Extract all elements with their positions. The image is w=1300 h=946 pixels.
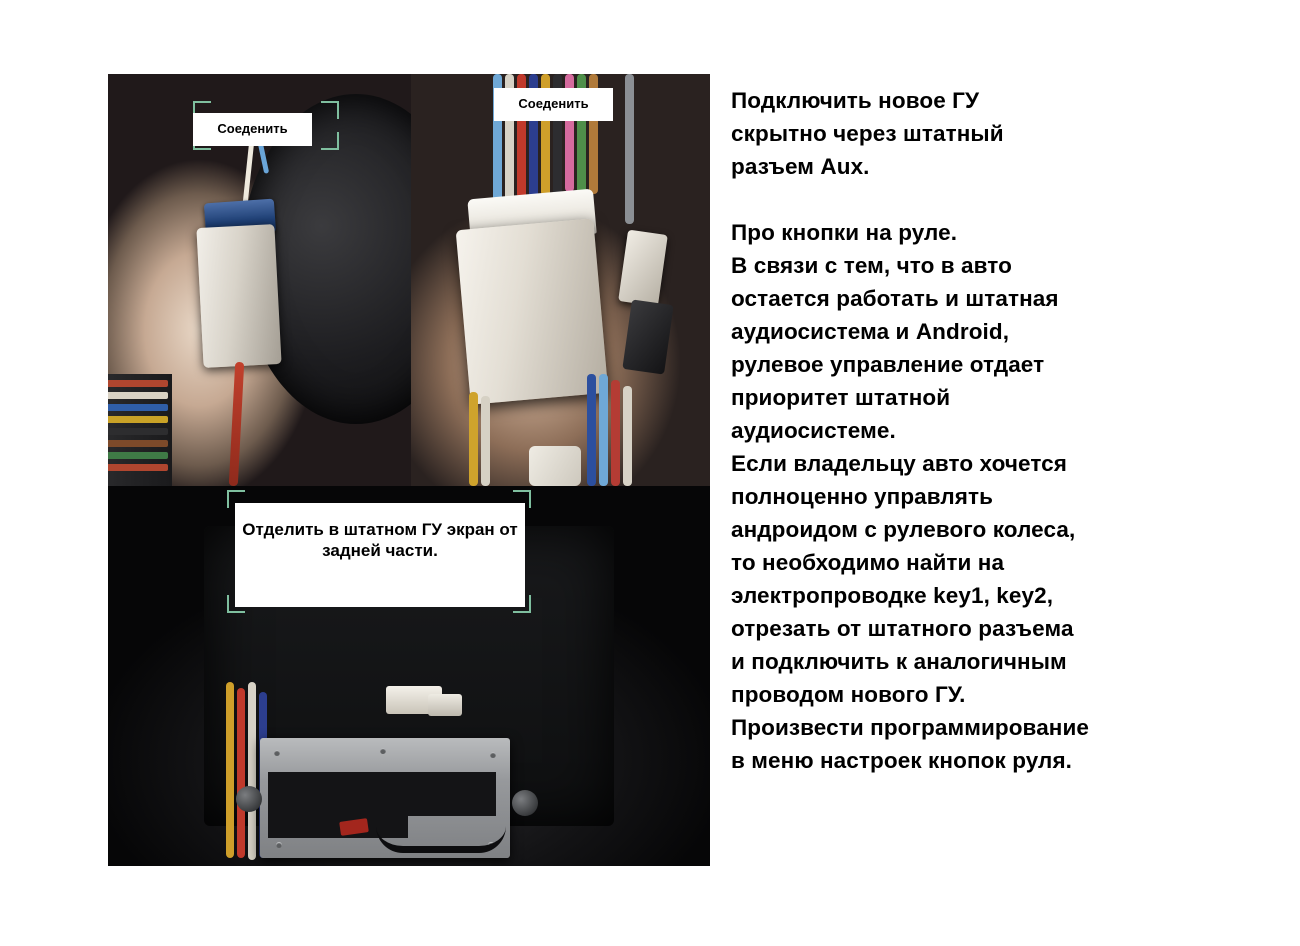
harness-wire <box>625 74 634 224</box>
callout-connect-small: Соеденить <box>193 113 312 146</box>
paragraph-spacer <box>731 183 1251 216</box>
text-line: Если владельцу авто хочется <box>731 451 1068 476</box>
text-line: отрезать от штатного разъема <box>731 616 1074 641</box>
harness-wire <box>599 374 608 486</box>
text-line: электропроводке key1, key2, <box>731 583 1054 608</box>
crop-mark <box>321 101 339 119</box>
mounting-bolt <box>236 786 262 812</box>
photo-collage <box>108 74 710 866</box>
text-line: в меню настроек кнопок руля. <box>731 748 1073 773</box>
large-white-connector <box>456 218 609 404</box>
text-line: Произвести программирование <box>731 715 1090 740</box>
text-line: остается работать и штатная <box>731 286 1059 311</box>
text-line: полноценно управлять <box>731 484 994 509</box>
harness-wire <box>611 380 620 486</box>
mounting-bolt <box>512 790 538 816</box>
text-line: В связи с тем, что в авто <box>731 253 1012 278</box>
small-white-connector <box>618 230 668 307</box>
head-unit-black-panel <box>268 772 496 816</box>
text-line: скрытно через штатный <box>731 121 1004 146</box>
text-line: аудиосистема и Android, <box>731 319 1010 344</box>
text-line: то необходимо найти на <box>731 550 1005 575</box>
red-wire <box>229 362 244 486</box>
text-line: рулевое управление отдает <box>731 352 1045 377</box>
white-connector <box>428 694 462 716</box>
harness-wire <box>623 386 632 486</box>
left-wire-harness <box>108 374 172 486</box>
text-line: разъем Aux. <box>731 154 870 179</box>
text-line: и подключить к аналогичным <box>731 649 1067 674</box>
text-line: Про кнопки на руле. <box>731 220 958 245</box>
text-line: андроидом с рулевого колеса, <box>731 517 1076 542</box>
black-connector-clip <box>622 299 673 374</box>
photo-connector-large <box>411 74 710 486</box>
harness-wire <box>481 396 490 486</box>
text-line: аудиосистеме. <box>731 418 896 443</box>
text-line: проводом нового ГУ. <box>731 682 966 707</box>
white-connector-block <box>196 224 281 368</box>
black-cable <box>376 826 506 853</box>
tape-wrap <box>529 446 581 486</box>
callout-separate-screen: Отделить в штатном ГУ экран от задней части. <box>235 503 525 607</box>
harness-wire <box>469 392 478 486</box>
crop-mark <box>321 132 339 150</box>
text-line: приоритет штатной <box>731 385 951 410</box>
harness-wire <box>587 374 596 486</box>
callout-connect-large: Соеденить <box>494 88 613 121</box>
instruction-text-panel <box>731 84 1251 777</box>
text-line: Подключить новое ГУ <box>731 88 980 113</box>
